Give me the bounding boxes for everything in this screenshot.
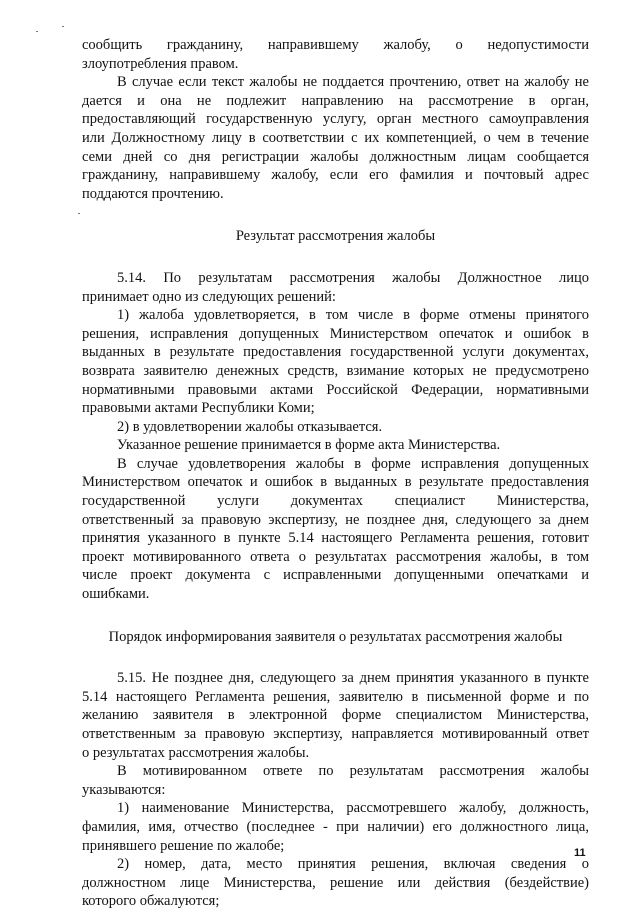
list-item-decision-details <box>82 855 589 911</box>
text-line: 2) в удовлетворении жалобы отказывается. <box>117 418 383 435</box>
list-item-ministry-name <box>82 799 589 855</box>
section-heading-result: Результат рассмотрения жалобы <box>235 228 436 245</box>
text-line: должностном лице Министерства, решение или действия (бездействие) <box>82 874 589 891</box>
text-line: В мотивированном ответе по результатам рассмотрения жалобы <box>117 763 589 780</box>
document-page <box>82 36 589 911</box>
text-line: Министерством опечаток и ошибок в выданных в результате предоставления <box>82 474 589 491</box>
text-line: семи дней со дня регистрации жалобы должностным лицам сообщается <box>82 148 589 165</box>
text-line: 1) жалоба удовлетворяется, в том числе в форме отмены принятого <box>117 307 589 324</box>
text-line: 2) номер, дата, место принятия решения, включая сведения о <box>117 856 589 873</box>
list-item-complaint-satisfied <box>82 306 589 418</box>
section-heading-informing: Порядок информирования заявителя о результатах рассмотрения жалобы <box>108 628 563 645</box>
paragraph-continuation <box>82 36 589 73</box>
text-line: или Должностному лицу в соответствии с их компетенцией, о чем в течение <box>82 129 589 146</box>
text-line: сообщить гражданину, направившему жалобу, о недопустимости <box>82 37 589 53</box>
text-line: указываются: <box>82 781 166 798</box>
text-line: которого обжалуются; <box>82 893 220 910</box>
paragraph-5-14 <box>82 269 589 306</box>
text-line: Указанное решение принимается в форме акта Министерства. <box>117 437 501 454</box>
text-line: дается и она не подлежит направлению на рассмотрение в орган, <box>82 92 589 109</box>
text-line: выданных в результате предоставления государственной услуги документах, <box>82 344 589 361</box>
text-line: поддаются прочтению. <box>82 185 224 202</box>
text-line: государственной услуги документах специалист Министерства, <box>82 493 589 510</box>
paragraph-decision-form <box>82 436 589 455</box>
text-line: нормативными правовыми актами Российской Федерации, нормативными <box>82 381 589 398</box>
paragraph-errors-correction <box>82 455 589 604</box>
text-line: 5.15. Не позднее дня, следующего за днем принятия указанного в пункте <box>117 670 589 687</box>
text-line: В случае если текст жалобы не поддается прочтению, ответ на жалобу не <box>117 74 589 91</box>
text-line: злоупотребления правом. <box>82 55 239 72</box>
text-line: числе проект документа с исправленными допущенными опечатками и <box>82 567 589 584</box>
paragraph-unreadable-complaint <box>82 73 589 203</box>
text-line: о результатах рассмотрения жалобы. <box>82 744 310 761</box>
text-line: правовыми актами Республики Коми; <box>82 400 315 417</box>
text-line: ошибками. <box>82 586 150 603</box>
text-line: 5.14 настоящего Регламента решения, заявителю в письменной форме и по <box>82 688 589 705</box>
text-line: принятия указанного в пункте 5.14 настоящего Регламента решения, готовит <box>82 530 589 547</box>
list-item-complaint-rejected <box>82 418 589 437</box>
text-line: ответственный за правовую экспертизу, не позднее дня, следующего за днем <box>82 511 589 528</box>
text-line: гражданину, направившему жалобу, если его фамилия и почтовый адрес <box>82 167 589 184</box>
text-line: решения, исправления допущенных Министерством опечаток и ошибок в <box>82 325 589 342</box>
scan-speck <box>36 31 38 32</box>
page-number: 11 <box>574 847 586 859</box>
text-line: В случае удовлетворения жалобы в форме исправления допущенных <box>117 455 589 472</box>
text-line: предоставляющий государственную услугу, орган местного самоуправления <box>82 111 589 128</box>
paragraph-answer-contents <box>82 762 589 799</box>
text-line: 5.14. По результатам рассмотрения жалобы Должностное лицо <box>117 269 589 286</box>
text-line: возврата заявителю денежных средств, взимание которых не предусмотрено <box>82 362 589 379</box>
text-line: фамилия, имя, отчество (последнее - при наличии) его должностного лица, <box>82 818 589 835</box>
scan-speck <box>78 213 80 214</box>
text-line: желанию заявителя в электронной форме специалистом Министерства, <box>82 707 589 724</box>
text-line: принявшего решение по жалобе; <box>82 837 285 854</box>
scan-speck <box>62 26 64 27</box>
text-line: ответственным за правовую экспертизу, направляется мотивированный ответ <box>82 726 589 742</box>
text-line: проект мотивированного ответа о результатах рассмотрения жалобы, в том <box>82 548 589 565</box>
text-line: 1) наименование Министерства, рассмотревшего жалобу, должность, <box>117 800 589 817</box>
text-line: принимает одно из следующих решений: <box>82 288 336 305</box>
paragraph-5-15 <box>82 669 589 762</box>
